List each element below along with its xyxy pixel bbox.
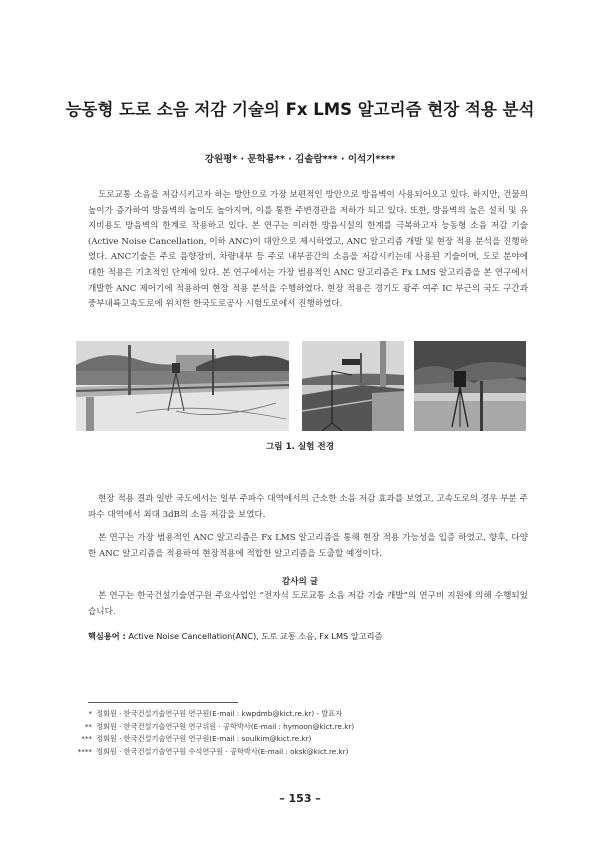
abstract-paragraph: 도로교통 소음을 저감시키고자 하는 방안으로 가장 보편적인 방안으로 방음벽이 사용되어오고 있다. 하지만, 건물의 높이가 증가하여 방음벽의 높이도 높아지며, 이를 통한 주변경관을 저하가 되고 있다. 또한, 방음벽의 높은 설치 및 유지비용도 방음벽의 한계로 작용하고 있다. 본 연구는 이러한 방음시설의 한계를 극복하고자 능동형 소음 저감 기술(Active Noise Cancellation, 이하 ANC)이 대안으로 제시하였고, ANC 알고리즘 개발 및 현장 적용 분석을 진행하였다. ANC기술은 주로 음향장비, 차량내부 등 주로 내부공간의 소음을 저감시키는데 사용된 기술이며, 도로 분야에 대한 적용은 기초적인 단계에 있다. 본 연구에서는 가장 범용적인 ANC 알고리즘은 Fx LMS 알고리즘을 본 연구에서 개발한 ANC 제어기에 적용하여 현장 적용 분석을 수행하였다. 현장 적용은 경기도 광주 여주 IC 부근의 국도 구간과 중부내륙고속도로에 위치한 한국도로공사 시험도로에서 진행하였다. [88, 190, 528, 310]
footnotes [70, 708, 540, 758]
footnote [70, 721, 540, 734]
footnote [70, 708, 540, 721]
footnote-text: 정회원 · 한국건설기술연구원 연구위원 · 공학박사(E-mail : hymoon@kict.re.kr) [96, 721, 355, 731]
footnote-text: 정회원 · 한국건설기술연구원 수석연구원 · 공학박사(E-mail : oksk@kict.re.kr) [96, 746, 349, 756]
keywords-label: 핵심용어 : [88, 631, 126, 641]
experiment-photos [76, 341, 526, 431]
keywords [88, 631, 548, 642]
keywords-text: Active Noise Cancellation(ANC), 도로 교통 소음, Fx LMS 알고리즘 [128, 631, 383, 641]
acknowledgment-paragraph: 본 연구는 한국건설기술연구원 주요사업인 “전자식 도로교통 소음 저감 기술 개발”의 연구비 지원에 의해 수행되었습니다. [88, 591, 528, 617]
footnote-text: 정회원 · 한국건설기술연구원 연구원(E-mail : soulkim@kict.re.kr) [96, 734, 312, 744]
photo-roadside-setup [76, 341, 289, 431]
footnote-mark: *** [81, 734, 92, 744]
footnote-mark: * [88, 709, 92, 718]
footnote [70, 746, 540, 759]
page-number: – 153 – [279, 792, 321, 805]
acknowledgment-heading: 감사의 글 [281, 577, 319, 587]
paper-title: 능동형 도로 소음 저감 기술의 Fx LMS 알고리즘 현장 적용 분석 [65, 100, 535, 119]
figure-caption: 그림 1. 실험 전경 [265, 442, 335, 452]
results-paragraph-2: 본 연구는 가장 범용적인 ANC 알고리즘은 Fx LMS 알고리즘을 통해 현장 적용 가능성을 입증 하였고, 향후, 다양한 ANC 알고리즘을 적용하여 현장적용에 적합한 알고리즘을 도출할 예정이다. [88, 533, 528, 559]
results-paragraph-1: 현장 적용 결과 일반 국도에서는 일부 주파수 대역에서의 근소한 소음 저감 효과를 보였고, 고속도로의 경우 부분 주파수 대역에서 최대 3dB의 소음 저감을 보였다. [88, 494, 528, 520]
author-list: 강원평* · 문학룡** · 김솔람*** · 이석기**** [204, 154, 396, 165]
footnote-mark: **** [77, 746, 92, 756]
footnote-divider [88, 702, 238, 703]
footnote [70, 733, 540, 746]
footnote-mark: ** [84, 721, 92, 731]
photo-road-microphone [302, 341, 404, 431]
photo-speaker-tripod [414, 341, 526, 431]
footnote-text: 정회원 · 한국건설기술연구원 연구원(E-mail : kwpdmb@kict.re.kr) - 발표자 [96, 709, 343, 718]
